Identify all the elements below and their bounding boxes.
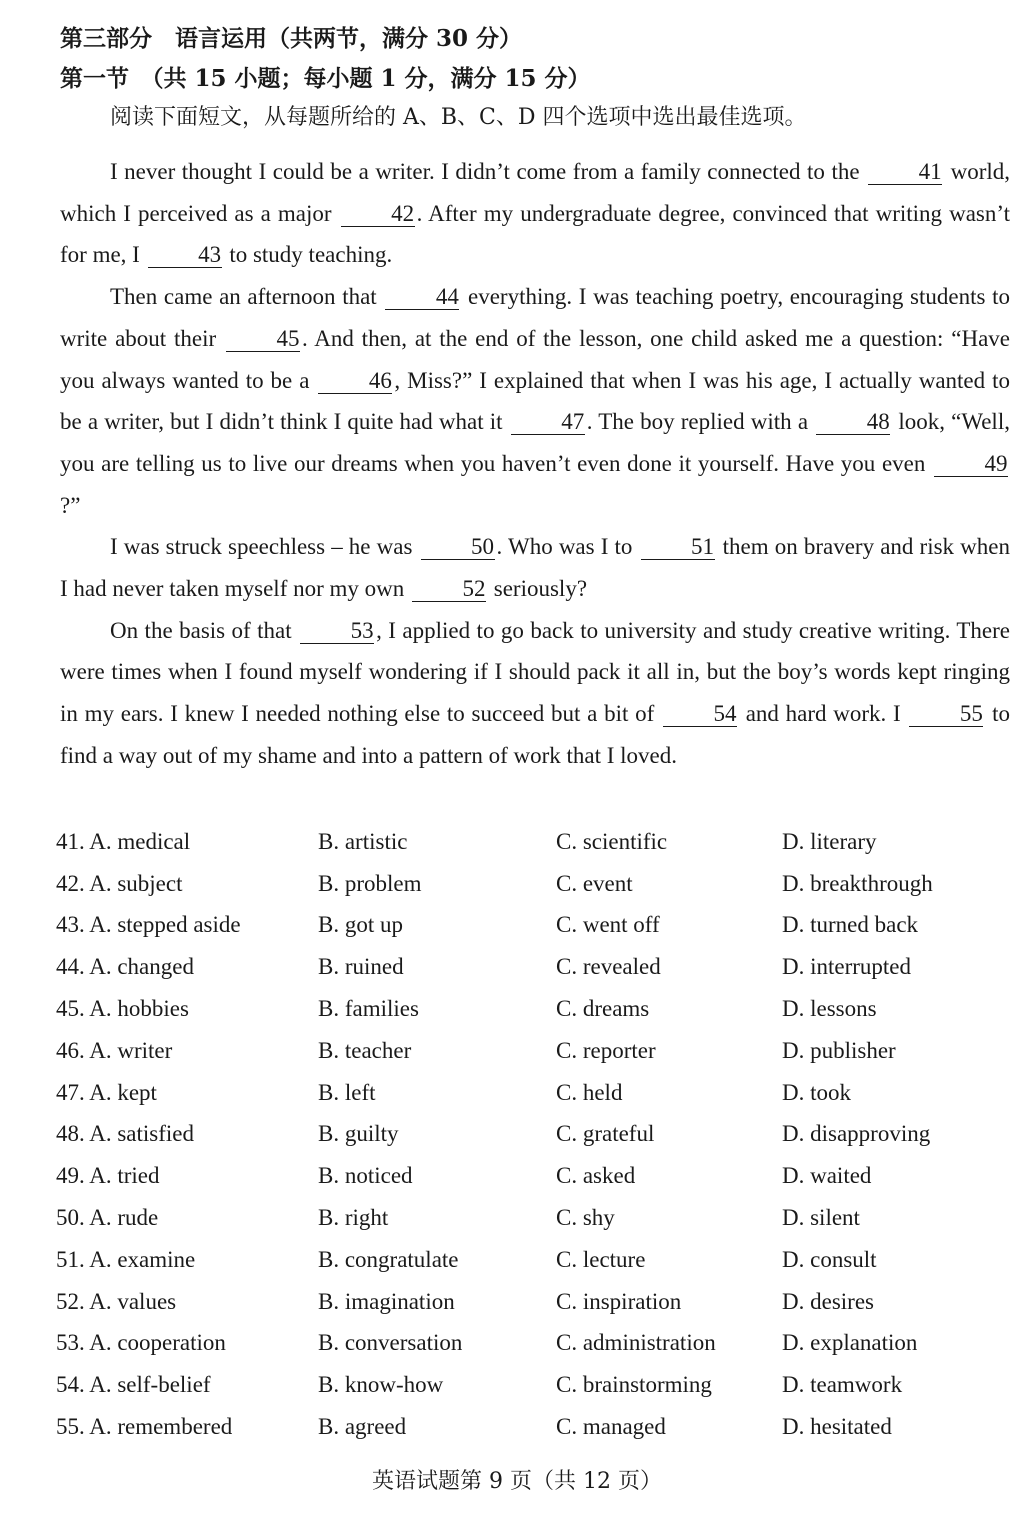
option-b: B. guilty <box>318 1121 399 1147</box>
passage-text: and hard work. I <box>738 701 908 727</box>
passage-paragraph-2 <box>60 276 1010 526</box>
option-d: D. disapproving <box>782 1121 931 1147</box>
option-c: C. lecture <box>556 1246 646 1272</box>
passage-paragraph-1 <box>60 151 1010 276</box>
option-b: B. imagination <box>318 1288 455 1314</box>
option-c: C. administration <box>556 1330 716 1356</box>
blank-42: 42 <box>341 202 415 227</box>
blank-43: 43 <box>148 243 222 268</box>
section-title: 第一节 （共 15 小题；每小题 1 分，满分 15 分） <box>60 65 591 92</box>
option-d: D. breakthrough <box>782 870 933 896</box>
passage-paragraph-3 <box>60 526 1010 609</box>
option-c: C. scientific <box>556 828 668 854</box>
option-d: D. waited <box>782 1163 872 1189</box>
question-row <box>56 1239 1016 1281</box>
option-b: B. got up <box>318 912 403 938</box>
option-a: 54. A. self-belief <box>56 1372 211 1398</box>
instruction: 阅读下面短文，从每题所给的 A、B、C、D 四个选项中选出最佳选项。 <box>110 105 807 130</box>
question-row <box>56 1323 1016 1365</box>
passage-text: to study teaching. <box>223 242 393 268</box>
question-row <box>56 1364 1016 1406</box>
cloze-passage <box>60 151 1010 777</box>
option-a: 52. A. values <box>56 1288 177 1314</box>
option-c: C. grateful <box>556 1121 655 1147</box>
option-b: B. congratulate <box>318 1246 459 1272</box>
option-a: 42. A. subject <box>56 870 183 896</box>
option-d: D. publisher <box>782 1037 896 1063</box>
passage-text: Then came an afternoon that <box>110 284 384 310</box>
question-row <box>56 988 1016 1030</box>
blank-53: 53 <box>300 619 374 644</box>
option-a: 49. A. tried <box>56 1163 160 1189</box>
option-a: 50. A. rude <box>56 1205 159 1231</box>
blank-52: 52 <box>412 577 486 602</box>
option-d: D. consult <box>782 1246 877 1272</box>
blank-54: 54 <box>663 702 737 727</box>
option-a: 53. A. cooperation <box>56 1330 226 1356</box>
option-c: C. held <box>556 1079 623 1105</box>
blank-44: 44 <box>385 285 459 310</box>
question-row <box>56 863 1016 905</box>
option-c: C. reporter <box>556 1037 656 1063</box>
passage-text: On the basis of that <box>110 617 299 643</box>
option-b: B. agreed <box>318 1414 407 1440</box>
blank-41: 41 <box>868 160 942 185</box>
option-a: 43. A. stepped aside <box>56 912 241 938</box>
option-b: B. noticed <box>318 1163 413 1189</box>
question-row <box>56 1030 1016 1072</box>
question-row <box>56 1155 1016 1197</box>
option-b: B. problem <box>318 870 422 896</box>
passage-text: . After my undergraduate degree, convinced that writing wasn’t for me, I <box>60 200 1010 268</box>
option-a: 47. A. kept <box>56 1079 157 1105</box>
question-row <box>56 1197 1016 1239</box>
option-d: D. explanation <box>782 1330 918 1356</box>
blank-47: 47 <box>511 410 585 435</box>
page-footer: 英语试题第 9 页（共 12 页） <box>372 1469 662 1494</box>
option-d: D. desires <box>782 1288 874 1314</box>
option-b: B. right <box>318 1205 389 1231</box>
passage-text: to find a way out of my shame and into a pattern of work that I loved. <box>60 701 1010 768</box>
passage-text: . And then, at the end of the lesson, one child asked me a question: “Have you always wanted to be a <box>60 325 1010 393</box>
question-row <box>56 946 1016 988</box>
question-row <box>56 1114 1016 1156</box>
blank-49: 49 <box>934 452 1008 477</box>
option-a: 44. A. changed <box>56 954 194 980</box>
question-row <box>56 1281 1016 1323</box>
option-a: 45. A. hobbies <box>56 996 189 1022</box>
passage-text: , I applied to go back to university and study creative writing. There were times when I found myself wondering if I should pack it all in, but the boy’s words kept ringing in my ears. I knew I needed nothing else to succeed but a bit of <box>60 617 1011 727</box>
part-title: 第三部分 语言运用（共两节，满分 30 分） <box>60 25 523 52</box>
option-b: B. left <box>318 1079 376 1105</box>
option-c: C. went off <box>556 912 660 938</box>
option-c: C. dreams <box>556 996 650 1022</box>
blank-45: 45 <box>226 327 300 352</box>
option-a: 41. A. medical <box>56 828 191 854</box>
blank-55: 55 <box>909 702 983 727</box>
blank-50: 50 <box>421 535 495 560</box>
option-d: D. silent <box>782 1205 860 1231</box>
option-d: D. literary <box>782 828 877 854</box>
option-a: 46. A. writer <box>56 1037 173 1063</box>
passage-text: seriously? <box>488 576 588 602</box>
option-d: D. took <box>782 1079 851 1105</box>
option-b: B. ruined <box>318 954 404 980</box>
option-d: D. interrupted <box>782 954 912 980</box>
option-a: 55. A. remembered <box>56 1414 233 1440</box>
passage-text: them on bravery and risk when I had never taken myself nor my own <box>60 534 1010 602</box>
passage-paragraph-4 <box>60 610 1010 777</box>
option-b: B. know-how <box>318 1372 444 1398</box>
option-c: C. shy <box>556 1205 615 1231</box>
option-b: B. conversation <box>318 1330 463 1356</box>
option-c: C. revealed <box>556 954 661 980</box>
question-row <box>56 821 1016 863</box>
option-c: C. inspiration <box>556 1288 682 1314</box>
option-c: C. asked <box>556 1163 636 1189</box>
passage-text: . Who was I to <box>496 534 639 560</box>
passage-text: ?” <box>60 492 81 518</box>
blank-46: 46 <box>318 369 392 394</box>
option-c: C. managed <box>556 1414 666 1440</box>
blank-48: 48 <box>816 410 890 435</box>
option-b: B. teacher <box>318 1037 412 1063</box>
option-a: 51. A. examine <box>56 1246 196 1272</box>
passage-text: everything. I was teaching poetry, encouraging students to write about their <box>60 284 1010 351</box>
option-d: D. teamwork <box>782 1372 903 1398</box>
passage-text: world, which I perceived as a major <box>60 159 1010 226</box>
blank-51: 51 <box>641 535 715 560</box>
option-d: D. lessons <box>782 996 877 1022</box>
passage-text: , Miss?” I explained that when I was his age, I actually wanted to be a writer, but I didn’t think I quite had what it <box>60 367 1011 435</box>
option-c: C. event <box>556 870 633 896</box>
option-d: D. turned back <box>782 912 919 938</box>
passage-text: I never thought I could be a writer. I didn’t come from a family connected to the <box>110 159 867 184</box>
option-a: 48. A. satisfied <box>56 1121 194 1147</box>
question-row <box>56 1072 1016 1114</box>
passage-text: I was struck speechless – he was <box>110 534 419 560</box>
question-row <box>56 905 1016 947</box>
option-b: B. families <box>318 996 419 1022</box>
option-c: C. brainstorming <box>556 1372 712 1398</box>
option-b: B. artistic <box>318 828 408 854</box>
passage-text: look, “Well, you are telling us to live our dreams when you haven’t even done it yourself. Have you even <box>60 409 1010 476</box>
answer-options <box>56 821 1016 1448</box>
passage-text: . The boy replied with a <box>586 409 815 435</box>
option-d: D. hesitated <box>782 1414 892 1440</box>
question-row <box>56 1406 1016 1448</box>
